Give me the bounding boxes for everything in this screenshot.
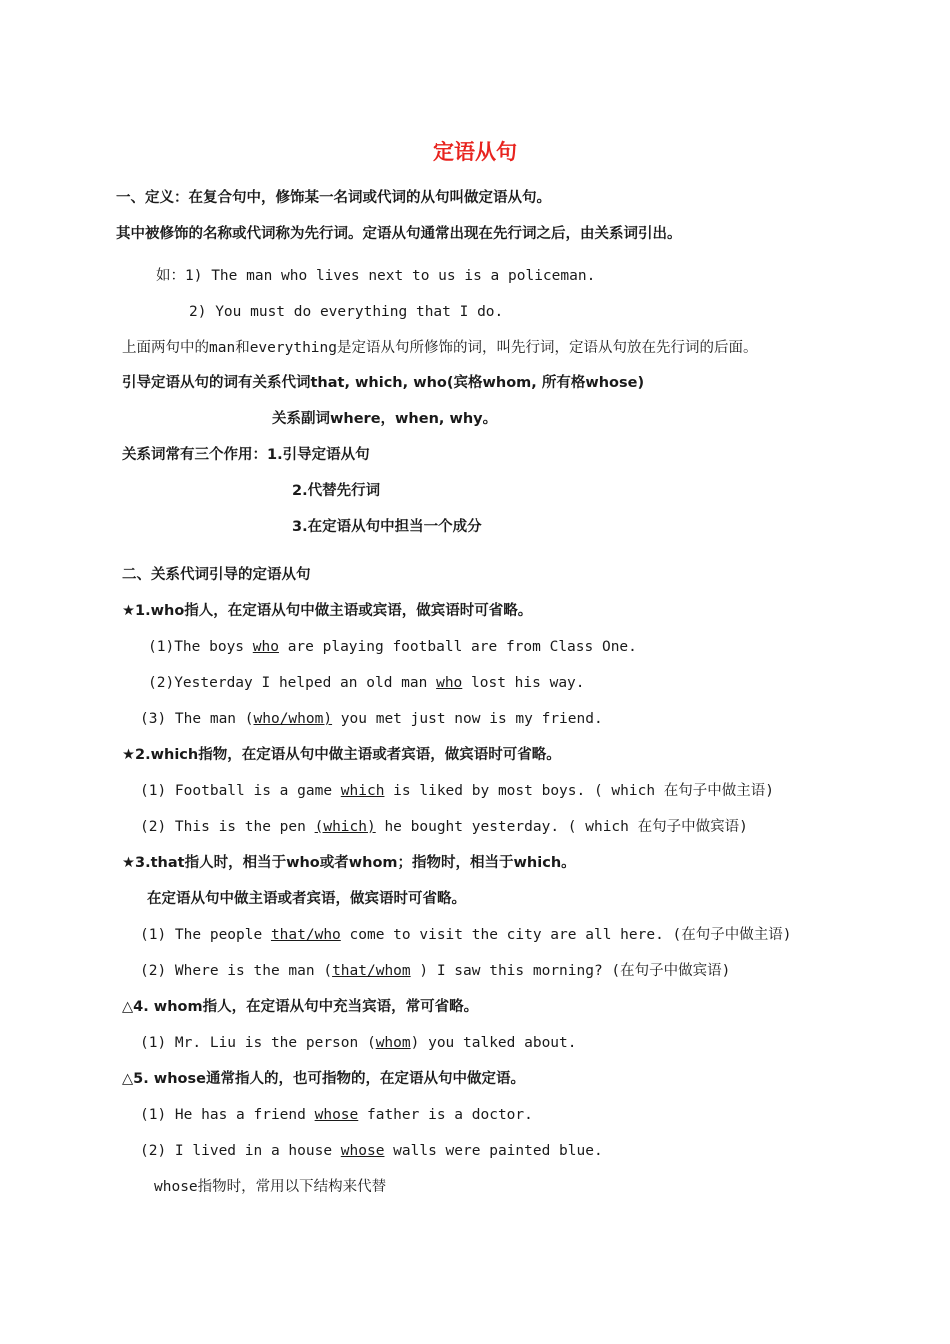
example-sentence-1: 如：1) The man who lives next to us is a policeman. <box>156 268 596 284</box>
sentence-text: (2) I lived in a house <box>140 1143 341 1159</box>
underlined-relative-word: who <box>252 639 279 655</box>
underlined-relative-word: whom <box>375 1035 411 1051</box>
page-title: 定语从句 <box>433 140 517 164</box>
sentence-text: walls were painted blue. <box>384 1143 603 1159</box>
sentence-text: (2) Where is the man ( <box>140 963 333 979</box>
sentence-text: (1) Mr. Liu is the person ( <box>140 1035 376 1051</box>
that-subheading: 在定语从句中做主语或者宾语，做宾语时可省略。 <box>147 891 466 907</box>
sentence-text: (3) The man ( <box>140 711 254 727</box>
section-2-heading: 二、关系代词引导的定语从句 <box>122 567 311 583</box>
sentence-text: father is a doctor. <box>358 1107 533 1123</box>
sentence-text: is liked by most boys. ( which 在句子中做主语) <box>384 783 775 799</box>
antecedent-line: 其中被修饰的名称或代词称为先行词。定语从句通常出现在先行词之后，由关系词引出。 <box>116 226 682 242</box>
underlined-relative-word: who/whom) <box>253 711 333 727</box>
that-heading: ★3.that指人时，相当于who或者whom；指物时，相当于which。 <box>122 855 576 871</box>
whose-heading: △5. whose通常指人的，也可指物的，在定语从句中做定语。 <box>122 1071 525 1087</box>
underlined-relative-word: (which) <box>314 819 376 835</box>
roles-intro-line: 关系词常有三个作用：1.引导定语从句 <box>122 447 370 463</box>
which-example-1 <box>140 781 774 801</box>
sentence-text: come to visit the city are all here. (在句子中做主语) <box>340 927 792 943</box>
role-3-line: 3.在定语从句中担当一个成分 <box>292 519 482 535</box>
underlined-relative-word: who <box>436 675 463 691</box>
whose-note: whose指物时，常用以下结构来代替 <box>154 1179 387 1195</box>
that-example-1 <box>140 925 792 945</box>
whose-example-1 <box>140 1105 533 1125</box>
definition-line: 一、定义：在复合句中，修饰某一名词或代词的从句叫做定语从句。 <box>116 190 551 206</box>
whom-heading: △4. whom指人，在定语从句中充当宾语，常可省略。 <box>122 999 479 1015</box>
underlined-relative-word: that/who <box>270 927 341 943</box>
sentence-text: ) I saw this morning? (在句子中做宾语) <box>410 963 731 979</box>
whose-example-2 <box>140 1141 603 1161</box>
sentence-text: you met just now is my friend. <box>332 711 603 727</box>
underlined-relative-word: which <box>340 783 385 799</box>
role-2-line: 2.代替先行词 <box>292 483 381 499</box>
sentence-text: (1) He has a friend <box>140 1107 315 1123</box>
sentence-text: (2)Yesterday I helped an old man <box>148 675 437 691</box>
who-example-3 <box>140 709 603 729</box>
sentence-text: ) you talked about. <box>410 1035 577 1051</box>
underlined-relative-word: that/whom <box>332 963 411 979</box>
relative-adverbs-line: 关系副词where，when, why。 <box>272 411 498 427</box>
who-heading: ★1.who指人，在定语从句中做主语或宾语，做宾语时可省略。 <box>122 603 533 619</box>
who-example-1 <box>148 637 637 657</box>
sentence-text: (2) This is the pen <box>140 819 315 835</box>
whom-example-1 <box>140 1033 577 1053</box>
explanation-line: 上面两句中的man和everything是定语从句所修饰的词，叫先行词，定语从句放在先行词的后面。 <box>122 340 758 356</box>
example-sentence-2: 2) You must do everything that I do. <box>189 304 504 320</box>
underlined-relative-word: whose <box>314 1107 359 1123</box>
that-example-2 <box>140 961 730 981</box>
sentence-text: (1) Football is a game <box>140 783 341 799</box>
sentence-text: he bought yesterday. ( which 在句子中做宾语) <box>375 819 748 835</box>
sentence-text: lost his way. <box>462 675 585 691</box>
which-example-2 <box>140 817 748 837</box>
who-example-2 <box>148 673 585 693</box>
sentence-text: (1)The boys <box>148 639 253 655</box>
sentence-text: (1) The people <box>140 927 271 943</box>
which-heading: ★2.which指物，在定语从句中做主语或者宾语，做宾语时可省略。 <box>122 747 561 763</box>
underlined-relative-word: whose <box>340 1143 385 1159</box>
sentence-text: are playing football are from Class One. <box>278 639 637 655</box>
relative-pronouns-line: 引导定语从句的词有关系代词that, which, who(宾格whom, 所有格whose) <box>122 375 645 391</box>
